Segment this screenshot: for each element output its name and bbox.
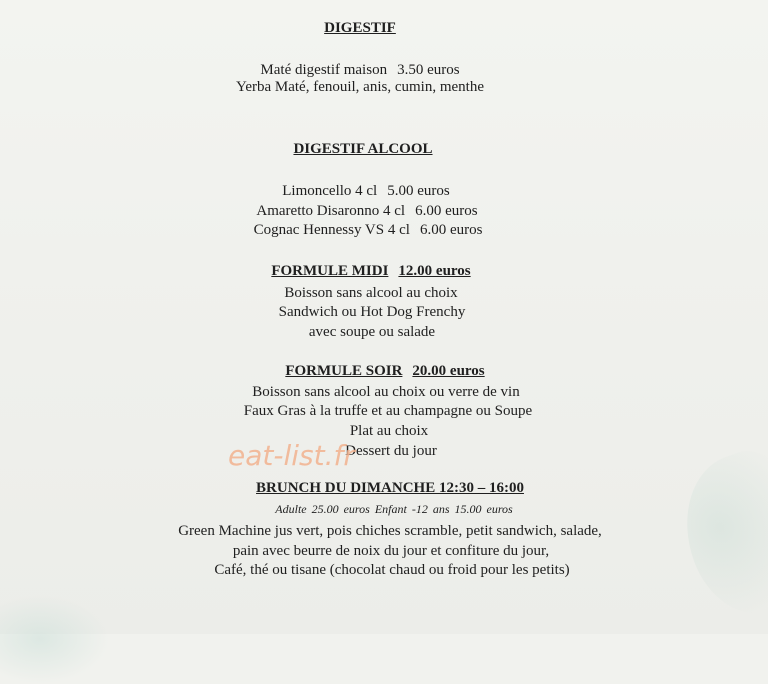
- brunch-line: Green Machine jus vert, pois chiches scramble, petit sandwich, salade,: [178, 523, 602, 539]
- digestif-alcool-heading: DIGESTIF ALCOOL: [293, 141, 433, 157]
- formule-midi-line: Boisson sans alcool au choix: [284, 285, 458, 301]
- digestif-alcool-item: [0, 203, 737, 220]
- formule-soir-line: Dessert du jour: [345, 443, 437, 459]
- formule-midi-line: avec soupe ou salade: [308, 324, 436, 340]
- formule-soir-line: Plat au choix: [349, 423, 429, 439]
- brunch-line: Café, thé ou tisane (chocolat chaud ou froid pour les petits): [214, 562, 570, 578]
- formule-soir-line: Faux Gras à la truffe et au champagne ou Soupe: [243, 403, 533, 419]
- formule-soir-line: Boisson sans alcool au choix ou verre de vin: [252, 384, 520, 400]
- formule-soir-title: FORMULE SOIR: [285, 363, 403, 379]
- digestif-alcool-item-price: 6.00 euros: [419, 222, 483, 238]
- digestif-item-name: Maté digestif maison: [260, 62, 388, 78]
- digestif-alcool-item-price: 5.00 euros: [387, 183, 450, 199]
- brunch-heading: BRUNCH DU DIMANCHE 12:30 – 16:00: [256, 480, 524, 496]
- watermark-logo: eat-list.fr: [228, 439, 355, 472]
- digestif-heading: DIGESTIF: [324, 20, 396, 36]
- digestif-item-price: 3.50 euros: [397, 62, 460, 78]
- digestif-alcool-item-price: 6.00 euros: [415, 203, 478, 219]
- digestif-item-desc: Yerba Maté, fenouil, anis, cumin, menthe: [235, 79, 484, 95]
- brunch-prices: Adulte 25.00 euros Enfant -12 ans 15.00 euros: [275, 502, 513, 516]
- digestif-alcool-item-name: Cognac Hennessy VS 4 cl: [253, 222, 410, 238]
- formule-midi-price: 12.00 euros: [398, 263, 471, 279]
- formule-soir-heading: [15, 363, 755, 380]
- digestif-alcool-item-name: Limoncello 4 cl: [282, 183, 378, 199]
- digestif-alcool-item: [0, 183, 736, 200]
- brunch-line: pain avec beurre de noix du jour et confiture du jour,: [232, 543, 550, 559]
- formule-soir-price: 20.00 euros: [412, 363, 485, 379]
- formule-midi-heading: [1, 263, 741, 280]
- formule-midi-title: FORMULE MIDI: [271, 263, 389, 279]
- digestif-alcool-item: [0, 222, 738, 239]
- digestif-alcool-item-name: Amaretto Disaronno 4 cl: [256, 203, 406, 219]
- formule-midi-line: Sandwich ou Hot Dog Frenchy: [278, 304, 466, 320]
- digestif-item: [0, 62, 730, 79]
